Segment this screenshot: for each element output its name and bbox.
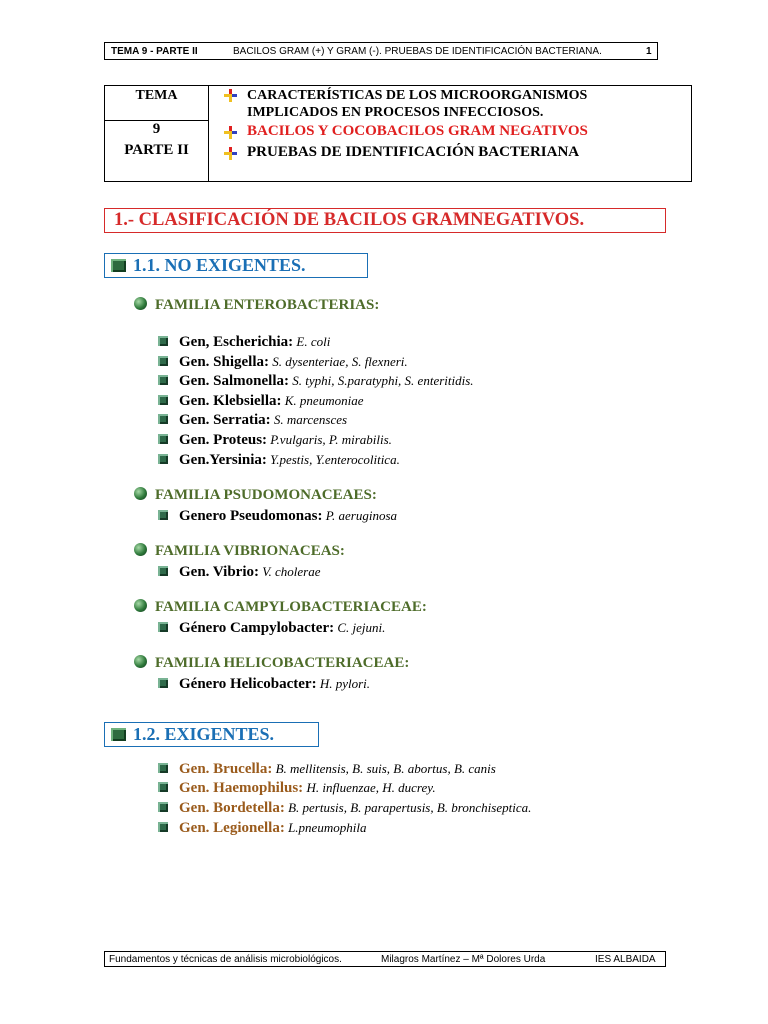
square-bullet-icon	[158, 336, 168, 346]
square-bullet-icon	[158, 763, 168, 773]
subsection-title: 1.1. NO EXIGENTES.	[133, 255, 306, 275]
sphere-bullet-icon	[134, 297, 147, 310]
list-item: Gen. Shigella: S. dysenteriae, S. flexneri.	[158, 354, 408, 371]
sphere-bullet-icon	[134, 599, 147, 612]
list-item: Gen. Salmonella: S. typhi, S.paratyphi, S. enteritidis.	[158, 373, 474, 390]
footer-school: IES ALBAIDA	[595, 954, 656, 965]
family-heading: FAMILIA ENTEROBACTERIAS:	[134, 297, 379, 314]
list-item: Gen. Haemophilus: H. influenzae, H. ducrey.	[158, 780, 436, 797]
square-bullet-icon	[158, 566, 168, 576]
square-bullet-icon	[158, 678, 168, 688]
running-footer	[104, 951, 666, 967]
title-table	[104, 85, 692, 182]
subsection-title: 1.2. EXIGENTES.	[133, 724, 275, 744]
list-item: Gen. Brucella: B. mellitensis, B. suis, B. abortus, B. canis	[158, 761, 496, 778]
title-row-2: BACILOS Y COCOBACILOS GRAM NEGATIVOS	[247, 123, 588, 139]
square-bullet-icon	[158, 782, 168, 792]
square-bullet-icon	[111, 259, 126, 272]
header-tema: TEMA 9 - PARTE II	[111, 46, 198, 57]
list-item: Gen. Klebsiella: K. pneumoniae	[158, 393, 363, 410]
square-bullet-icon	[158, 622, 168, 632]
square-bullet-icon	[158, 395, 168, 405]
list-item: Gen. Vibrio: V. cholerae	[158, 564, 321, 581]
square-bullet-icon	[158, 510, 168, 520]
cross-bullet-icon	[224, 147, 237, 160]
square-bullet-icon	[158, 822, 168, 832]
list-item: Gen. Bordetella: B. pertusis, B. parapertusis, B. bronchiseptica.	[158, 800, 531, 817]
tema-column	[105, 86, 209, 181]
list-item: Género Helicobacter: H. pylori.	[158, 676, 370, 693]
square-bullet-icon	[158, 414, 168, 424]
list-item: Gen, Escherichia: E. coli	[158, 334, 330, 351]
footer-course: Fundamentos y técnicas de análisis microbiológicos.	[109, 954, 342, 965]
title-row-1b: IMPLICADOS EN PROCESOS INFECCIOSOS.	[247, 105, 544, 120]
list-item: Gen. Proteus: P.vulgaris, P. mirabilis.	[158, 432, 392, 449]
title-row-3: PRUEBAS DE IDENTIFICACIÓN BACTERIANA	[247, 144, 580, 160]
footer-authors: Milagros Martínez – Mª Dolores Urda	[381, 954, 546, 965]
square-bullet-icon	[158, 454, 168, 464]
tema-parte: PARTE II	[124, 142, 189, 158]
square-bullet-icon	[158, 802, 168, 812]
section-heading-text: 1.- CLASIFICACIÓN DE BACILOS GRAMNEGATIVOS.	[114, 210, 585, 230]
family-heading: FAMILIA VIBRIONACEAS:	[134, 543, 345, 560]
sphere-bullet-icon	[134, 487, 147, 500]
title-row-1a: CARACTERÍSTICAS DE LOS MICROORGANISMOS	[247, 88, 588, 103]
section-heading	[104, 208, 666, 233]
square-bullet-icon	[111, 728, 126, 741]
tema-number: 9	[152, 121, 161, 137]
header-title: BACILOS GRAM (+) Y GRAM (-). PRUEBAS DE IDENTIFICACIÓN BACTERIANA.	[233, 46, 602, 57]
list-item: Genero Pseudomonas: P. aeruginosa	[158, 508, 397, 525]
cross-bullet-icon	[224, 89, 237, 102]
running-header	[104, 42, 658, 60]
cross-bullet-icon	[224, 126, 237, 139]
family-heading: FAMILIA HELICOBACTERIACEAE:	[134, 655, 409, 672]
square-bullet-icon	[158, 356, 168, 366]
header-page-number: 1	[646, 46, 652, 57]
square-bullet-icon	[158, 434, 168, 444]
list-item: Gen. Legionella: L.pneumophila	[158, 820, 366, 837]
list-item: Género Campylobacter: C. jejuni.	[158, 620, 385, 637]
sphere-bullet-icon	[134, 655, 147, 668]
subsection-exigentes	[104, 722, 319, 747]
list-item: Gen.Yersinia: Y.pestis, Y.enterocolitica.	[158, 452, 400, 469]
tema-label: TEMA	[135, 88, 178, 103]
list-item: Gen. Serratia: S. marcensces	[158, 412, 347, 429]
sphere-bullet-icon	[134, 543, 147, 556]
family-heading: FAMILIA PSUDOMONACEAES:	[134, 487, 377, 504]
subsection-no-exigentes	[104, 253, 368, 278]
square-bullet-icon	[158, 375, 168, 385]
family-heading: FAMILIA CAMPYLOBACTERIACEAE:	[134, 599, 427, 616]
